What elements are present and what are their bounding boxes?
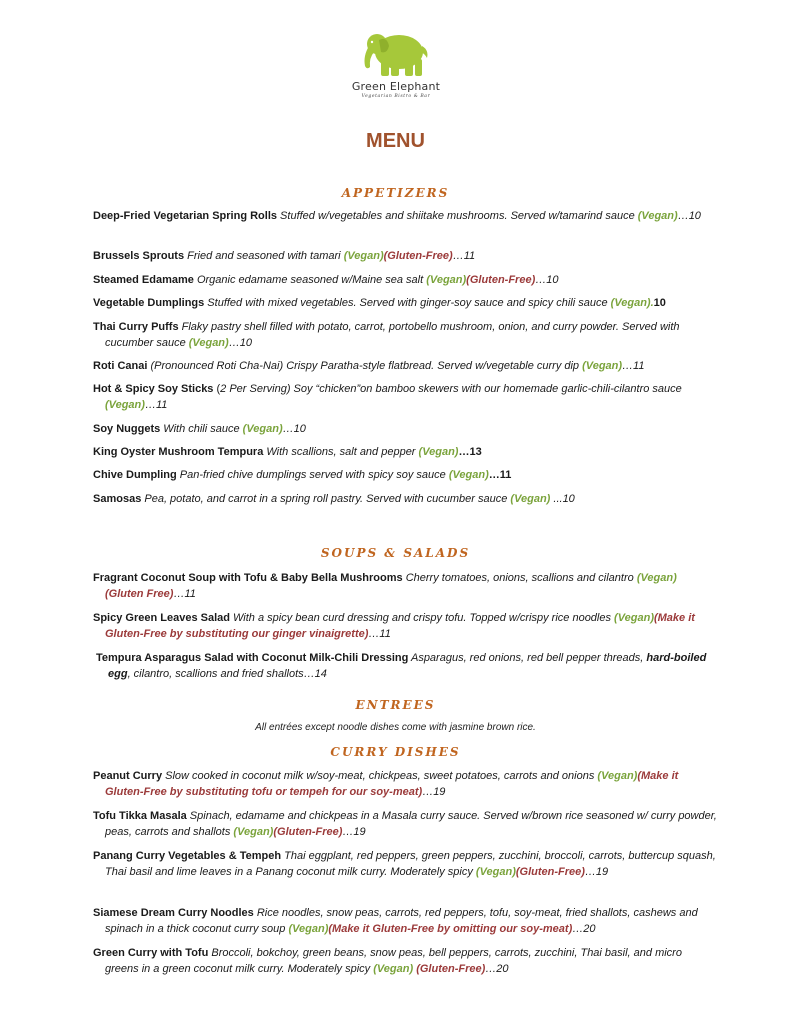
menu-item: [93, 848, 717, 880]
item-price: …13: [458, 446, 482, 458]
item-description: With a spicy bean curd dressing and crispy tofu. Topped w/crispy rice noodles: [229, 612, 615, 624]
item-price: ...10: [550, 493, 575, 505]
vegan-tag: (Vegan): [614, 612, 654, 624]
item-name: Thai Curry Puffs: [93, 321, 179, 333]
item-description: Spinach, edamame and chickpeas in a Masala curry sauce. Served w/brown rice seasoned w/ curry powder, peas, carrots and shallots: [105, 810, 717, 838]
vegan-tag: (Vegan): [418, 446, 459, 458]
vegan-tag: (Vegan): [233, 826, 274, 838]
item-description: Cherry tomatoes, onions, scallions and cilantro: [402, 572, 637, 584]
menu-item: [96, 650, 717, 682]
vegan-tag: (Vegan): [597, 770, 638, 782]
menu-item: [93, 358, 717, 374]
item-name: Deep-Fried Vegetarian Spring Rolls: [93, 210, 277, 222]
menu-title: MENU: [366, 130, 425, 152]
vegan-tag: (Vegan): [188, 337, 229, 349]
menu-item: [93, 768, 717, 800]
menu-item: [93, 491, 717, 507]
menu-item: [93, 319, 717, 351]
item-name: King Oyster Mushroom Tempura: [93, 446, 264, 458]
item-description: Stuffed with mixed vegetables. Served with ginger-soy sauce and spicy chili sauce: [204, 297, 611, 309]
item-price: …20: [572, 923, 596, 935]
item-price: …11: [368, 628, 391, 640]
item-price: …10: [282, 423, 306, 435]
item-description: 2 Per Serving) Soy “chicken”on bamboo skewers with our homemade garlic-chili-cilantro sauce: [220, 383, 682, 395]
item-description: With chili sauce: [160, 423, 243, 435]
gluten-free-tag: (Make it Gluten-Free by omitting our soy-meat): [328, 923, 573, 935]
item-name: Panang Curry Vegetables & Tempeh: [93, 850, 282, 862]
item-price: …10: [677, 210, 701, 222]
item-price: …11: [144, 399, 168, 411]
menu-item: [93, 905, 717, 937]
section-heading-curry-dishes: CURRY DISHES: [330, 745, 461, 759]
item-description: Flaky pastry shell filled with potato, carrot, portobello mushroom, onion, and curry powder. Served with cucumber sauce: [105, 321, 680, 349]
menu-item: [93, 208, 717, 224]
vegan-tag: (Vegan): [582, 360, 623, 372]
item-price: …10: [535, 274, 559, 286]
elephant-icon: [361, 26, 431, 78]
vegan-tag: (Vegan): [288, 923, 329, 935]
menu-item: [93, 272, 717, 288]
menu-item: [93, 421, 717, 437]
item-name: Vegetable Dumplings: [93, 297, 205, 309]
item-name: Spicy Green Leaves Salad: [93, 612, 230, 624]
gluten-free-tag: (Gluten-Free): [383, 250, 453, 262]
item-name: Green Curry with Tofu: [93, 947, 209, 959]
gluten-free-tag: (Gluten-Free): [273, 826, 343, 838]
item-description: Fried and seasoned with tamari: [184, 250, 344, 262]
gluten-free-tag: (Gluten-Free): [413, 963, 486, 975]
brand-name: Green Elephant: [351, 80, 441, 93]
item-name: Samosas: [93, 493, 142, 505]
gluten-free-tag: (Gluten Free): [105, 588, 174, 600]
item-description-tail: , cilantro, scallions and fried shallots: [127, 668, 304, 680]
item-description: With scallions, salt and pepper: [263, 446, 419, 458]
vegan-tag: (Vegan): [510, 493, 551, 505]
item-description: Pan-fried chive dumplings served with spicy soy sauce: [176, 469, 449, 481]
item-price: …11: [488, 469, 512, 481]
item-price: …11: [622, 360, 645, 372]
vegan-tag: (Vegan): [636, 572, 677, 584]
gluten-free-tag: (Gluten-Free): [515, 866, 585, 878]
menu-item: [93, 248, 717, 264]
item-price: …14: [303, 668, 327, 680]
item-name: Tempura Asparagus Salad with Coconut Milk-Chili Dressing: [96, 652, 409, 664]
vegan-tag: (Vegan).: [610, 297, 654, 309]
menu-item: [93, 444, 717, 460]
item-price: …19: [584, 866, 609, 878]
item-name: Hot & Spicy Soy Sticks: [93, 383, 214, 395]
brand-tagline: Vegetarian Bistro & Bar: [361, 94, 431, 99]
vegan-tag: (Vegan): [448, 469, 489, 481]
item-price: …11: [173, 588, 196, 600]
vegan-tag: (Vegan): [637, 210, 678, 222]
item-description: Rice noodles, snow peas, carrots, red peppers, tofu, soy-meat, fried shallots, cashews and spinach in a thick coconut curry soup: [105, 907, 698, 935]
item-description: (Pronounced Roti Cha-Nai) Crispy Paratha-style flatbread. Served w/vegetable curry dip: [147, 360, 583, 372]
vegan-tag: (Vegan): [343, 250, 384, 262]
item-name: Soy Nuggets: [93, 423, 161, 435]
item-price: …11: [452, 250, 476, 262]
vegan-tag: (Vegan): [105, 399, 145, 411]
item-price: …10: [228, 337, 252, 349]
item-paren: (: [213, 383, 221, 395]
item-price: 10: [653, 297, 666, 309]
item-description: Organic edamame seasoned w/Maine sea salt: [193, 274, 427, 286]
vegan-tag: (Vegan): [475, 866, 516, 878]
item-description: Asparagus, red onions, red bell pepper threads,: [408, 652, 647, 664]
menu-item: [93, 467, 717, 483]
item-name: Peanut Curry: [93, 770, 163, 782]
menu-item: [93, 610, 717, 642]
section-heading-soups-salads: SOUPS & SALADS: [320, 546, 471, 560]
menu-item: [93, 381, 717, 413]
gluten-free-tag: (Gluten-Free): [466, 274, 536, 286]
item-name: Chive Dumpling: [93, 469, 177, 481]
item-name: Roti Canai: [93, 360, 148, 372]
menu-item: [93, 945, 717, 977]
item-description: Broccoli, bokchoy, green beans, snow peas, bell peppers, carrots, zucchini, Thai basil, and micro greens in a green coconut milk curry. Moderately spicy: [105, 947, 682, 975]
item-price: …20: [485, 963, 509, 975]
item-name: Siamese Dream Curry Noodles: [93, 907, 254, 919]
item-description: Pea, potato, and carrot in a spring roll pastry. Served with cucumber sauce: [141, 493, 511, 505]
item-name: Fragrant Coconut Soup with Tofu & Baby Bella Mushrooms: [93, 572, 403, 584]
item-name: Steamed Edamame: [93, 274, 194, 286]
item-description: Stuffed w/vegetables and shiitake mushrooms. Served w/tamarind sauce: [277, 210, 638, 222]
vegan-tag: (Vegan): [373, 963, 414, 975]
section-heading-entrees: ENTREES: [355, 698, 436, 712]
item-description: Thai eggplant, red peppers, green peppers, zucchini, broccoli, carrots, buttercup squash, Thai basil and lime leaves in a Panang coconut milk curry. Moderately spicy: [105, 850, 716, 878]
item-description: Slow cooked in coconut milk w/soy-meat, chickpeas, sweet potatoes, carrots and onions: [162, 770, 598, 782]
item-price: …19: [342, 826, 366, 838]
section-heading-appetizers: APPETIZERS: [341, 186, 450, 200]
logo: [350, 26, 442, 99]
item-description-bold: hard-boiled egg: [108, 652, 707, 680]
menu-item: [93, 808, 717, 840]
menu-item: [93, 295, 717, 311]
gluten-free-tag: (Make it Gluten-Free by substituting tofu or tempeh for our soy-meat): [105, 770, 679, 798]
item-name: Brussels Sprouts: [93, 250, 185, 262]
gluten-free-tag: (Make it Gluten-Free by substituting our ginger vinaigrette): [105, 612, 695, 640]
menu-item: [93, 570, 717, 602]
vegan-tag: (Vegan): [426, 274, 467, 286]
item-price: …19: [422, 786, 446, 798]
item-name: Tofu Tikka Masala: [93, 810, 187, 822]
vegan-tag: (Vegan): [242, 423, 283, 435]
entrees-note: All entrées except noodle dishes come with jasmine brown rice.: [255, 722, 536, 733]
